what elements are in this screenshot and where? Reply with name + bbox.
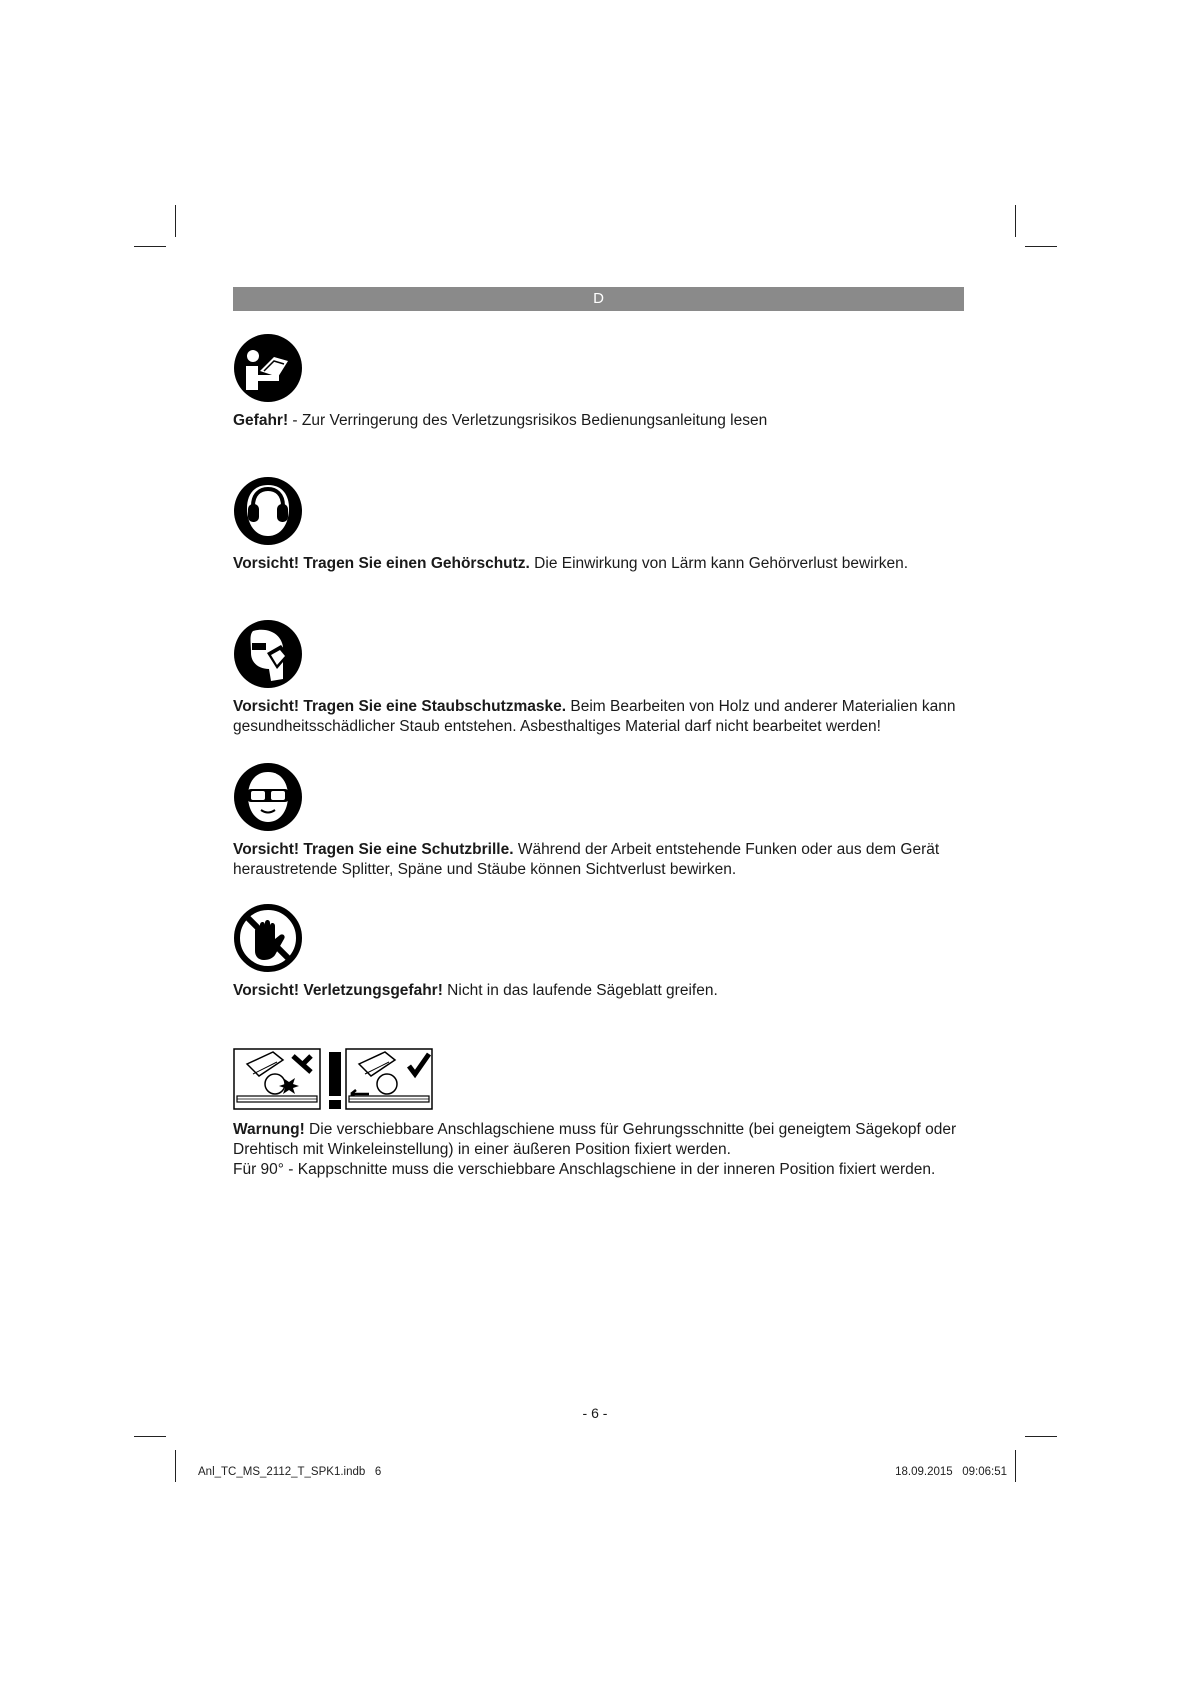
warning-label: Vorsicht! Tragen Sie eine Staubschutzmaske. [233, 698, 567, 715]
crop-mark [1025, 1436, 1057, 1437]
warning-text: Die verschiebbare Anschlagschiene muss für Gehrungsschnitte (bei geneigtem Sägekopf oder Drehtisch mit Winkeleinstellung) in einer äußeren Position fixiert werden. [233, 1121, 957, 1158]
slug-timestamp: 18.09.2015 09:06:51 [895, 1466, 1007, 1478]
crop-mark [1015, 205, 1016, 237]
safety-goggles-icon [233, 762, 303, 832]
warning-label: Vorsicht! Tragen Sie einen Gehörschutz. [233, 555, 530, 572]
crop-mark [175, 205, 176, 237]
ear-protection-icon [233, 476, 303, 546]
page-number: - 6 - [582, 1405, 608, 1421]
warning-label: Vorsicht! Tragen Sie eine Schutzbrille. [233, 841, 514, 858]
warning-label: Gefahr! [233, 412, 289, 429]
safety-item-safety-goggles [233, 762, 968, 880]
safety-item-read-manual [233, 333, 968, 431]
warning-text: Während der Arbeit entstehende Funken oder aus dem Gerät heraustretende Splitter, Späne und Stäube können Sichtverlust bewirken. [233, 841, 940, 878]
read-manual-icon [233, 333, 303, 403]
crop-mark [134, 1436, 166, 1437]
safety-item-ear-protection [233, 476, 968, 574]
safety-item-no-hands [233, 903, 968, 1001]
crop-mark [1025, 246, 1057, 247]
warning-text: Beim Bearbeiten von Holz und anderer Materialien kann gesundheitsschädlicher Staub entstehen. Asbesthaltiges Material darf nicht bearbeitet werden! [233, 698, 956, 735]
warning-text-extra: Für 90° - Kappschnitte muss die verschiebbare Anschlagschiene in der inneren Position fixiert werden. [233, 1161, 936, 1178]
crop-mark [175, 1450, 176, 1482]
dust-mask-icon [233, 619, 303, 689]
warning-label: Warnung! [233, 1121, 305, 1138]
warning-text: - Zur Verringerung des Verletzungsrisikos Bedienungsanleitung lesen [288, 412, 768, 429]
warning-label: Vorsicht! Verletzungsgefahr! [233, 982, 443, 999]
fence-position-diagram-icon [233, 1048, 433, 1112]
safety-item-fence-position [233, 1048, 968, 1180]
language-header: D [233, 287, 964, 311]
no-hands-icon [233, 903, 303, 973]
safety-item-dust-mask [233, 619, 968, 737]
warning-text: Nicht in das laufende Sägeblatt greifen. [442, 982, 718, 999]
crop-mark [134, 246, 166, 247]
warning-text: Die Einwirkung von Lärm kann Gehörverlust bewirken. [529, 555, 909, 572]
slug-file-name: Anl_TC_MS_2112_T_SPK1.indb 6 [198, 1466, 382, 1478]
crop-mark [1015, 1450, 1016, 1482]
